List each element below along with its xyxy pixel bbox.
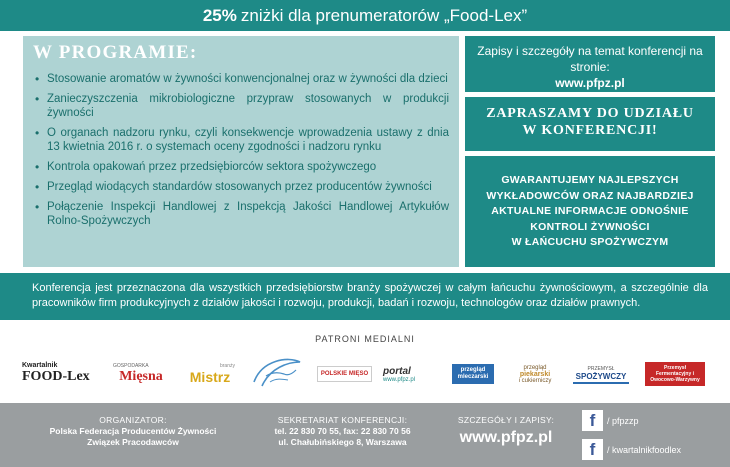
- program-item: • O organach nadzoru rynku, czyli konsekwencje wprowadzenia ustawy z dnia 13 kwietnia 2016 r. o systemach oceny zgodności i nadzoru rynku: [33, 126, 449, 154]
- details-link[interactable]: www.pfpz.pl: [459, 429, 553, 446]
- secretariat-block: [255, 415, 430, 448]
- registration-text: Zapisy i szczegóły na temat konferencji na stronie:: [477, 44, 703, 74]
- portal-logo[interactable]: [383, 362, 438, 386]
- miesna-logo-small: GOSPODARKA: [113, 363, 149, 369]
- gospodarka-miesna-logo[interactable]: [113, 362, 169, 386]
- registration-link[interactable]: www.pfpz.pl: [555, 76, 625, 90]
- guarantee-line: KONTROLI ŻYWNOŚCI: [530, 220, 650, 233]
- facebook-handle: / kwartalnikfoodlex: [607, 444, 682, 455]
- secretariat-heading: SEKRETARIAT KONFERENCJI:: [277, 415, 408, 425]
- organizer-name: Polska Federacja Producentów Żywności: [49, 426, 217, 436]
- discount-percent: 25%: [202, 5, 237, 25]
- przeglad-mleczarski-logo[interactable]: przegląd mleczarski: [452, 364, 494, 384]
- foodlex-logo-small: Kwartalnik: [22, 361, 58, 369]
- footer: [0, 403, 730, 467]
- program-item: • Przegląd wiodących standardów stosowanych przez producentów żywności: [33, 180, 449, 194]
- przemysl-spozywczy-b: SPOŻYWCZY: [575, 371, 627, 381]
- polskie-mieso-logo[interactable]: POLSKIE MIĘSO: [317, 366, 372, 382]
- invitation-box: [465, 97, 715, 151]
- facebook-link-foodlex[interactable]: [582, 439, 681, 460]
- invitation-line: ZAPRASZAMY DO UDZIAŁU: [486, 106, 694, 121]
- program-list: [33, 72, 449, 228]
- program-item: • Zanieczyszczenia mikrobiologiczne przypraw stosowanych w produkcji żywności: [33, 92, 449, 120]
- przeglad-piekarski-c: i cukierniczy: [518, 377, 552, 384]
- secretariat-address: ul. Chałubińskiego 8, Warszawa: [278, 437, 407, 447]
- foodlex-logo-big: FOOD-Lex: [22, 368, 90, 384]
- facebook-icon: [582, 410, 603, 431]
- miesna-logo-big: Mięsna: [119, 369, 163, 384]
- right-column: [465, 36, 715, 267]
- guarantee-line: W ŁAŃCUCHU SPOŻYWCZYM: [511, 236, 669, 248]
- swirl-script-logo[interactable]: [248, 352, 306, 394]
- mistrz-logo-small: branży: [219, 363, 235, 369]
- registration-box: [465, 36, 715, 92]
- foodlex-logo[interactable]: [22, 358, 98, 388]
- top-banner: [0, 0, 730, 31]
- organizer-heading: ORGANIZATOR:: [99, 415, 167, 425]
- program-item: • Stosowanie aromatów w żywności konwencjonalnej oraz w żywności dla dzieci: [33, 72, 449, 86]
- program-title: W PROGRAMIE:: [33, 42, 198, 63]
- przemysl-spozywczy-logo[interactable]: [573, 364, 629, 384]
- mistrz-logo-big: Mistrz: [189, 369, 231, 385]
- organizer-subname: Związek Pracodawców: [87, 437, 179, 447]
- secretariat-phone: tel. 22 830 70 55, fax: 22 830 70 56: [274, 426, 411, 436]
- program-item: • Kontrola opakowań przez przedsiębiorców sektora spożywczego: [33, 160, 449, 174]
- guarantee-box: [465, 156, 715, 267]
- details-heading: SZCZEGÓŁY I ZAPISY:: [457, 415, 555, 425]
- portal-logo-small: www.pfpz.pl: [383, 376, 416, 383]
- przeglad-piekarski-a: przegląd: [523, 364, 547, 371]
- przeglad-piekarski-logo[interactable]: [507, 361, 563, 387]
- przemysl-spozywczy-a: PRZEMYSŁ: [587, 365, 615, 372]
- przeglad-piekarski-b: piekarski: [519, 370, 551, 378]
- facebook-link-pfpzzp[interactable]: [582, 410, 639, 431]
- program-panel: [23, 36, 459, 267]
- portal-logo-big: portal: [383, 365, 411, 377]
- program-item: • Połączenie Inspekcji Handlowej z Inspekcją Jakości Handlowej Artykułów Rolno-Spożywczych: [33, 200, 449, 228]
- guarantee-line: GWARANTUJEMY NAJLEPSZYCH: [501, 174, 679, 186]
- facebook-handle: / pfpzzp: [607, 415, 639, 426]
- facebook-glyph: f: [589, 440, 596, 459]
- media-patrons-title: PATRONI MEDIALNI: [315, 334, 415, 344]
- mistrz-logo[interactable]: [185, 362, 235, 386]
- guarantee-line: AKTUALNE INFORMACJE ODNOŚNIE: [491, 205, 689, 217]
- facebook-glyph: f: [589, 411, 596, 430]
- organizer-block: [28, 415, 238, 448]
- guarantee-line: WYKŁADOWCÓW ORAZ NAJBARDZIEJ: [486, 189, 694, 202]
- details-block: [445, 415, 567, 446]
- swirl-logo-icon: [248, 352, 306, 394]
- discount-text: zniżki dla prenumeratorów „Food-Lex”: [240, 5, 528, 25]
- invitation-line: W KONFERENCJI!: [522, 123, 658, 138]
- przemysl-fermentacyjny-logo[interactable]: Przemysł Fermentacyjny i Owocowo-Warzywny: [645, 362, 705, 386]
- audience-info: Konferencja jest przeznaczona dla wszystkich przedsiębiorstw branży spożywczej w całym łańcuchu żywnościowym, a szczególnie dla pracowników firm produkcyjnych z działów jakości i rozwoju, produkcji, badań i rozwoju, technologów oraz działów prawnych.: [0, 273, 730, 320]
- media-patrons-logos: [0, 352, 730, 398]
- facebook-icon: [582, 439, 603, 460]
